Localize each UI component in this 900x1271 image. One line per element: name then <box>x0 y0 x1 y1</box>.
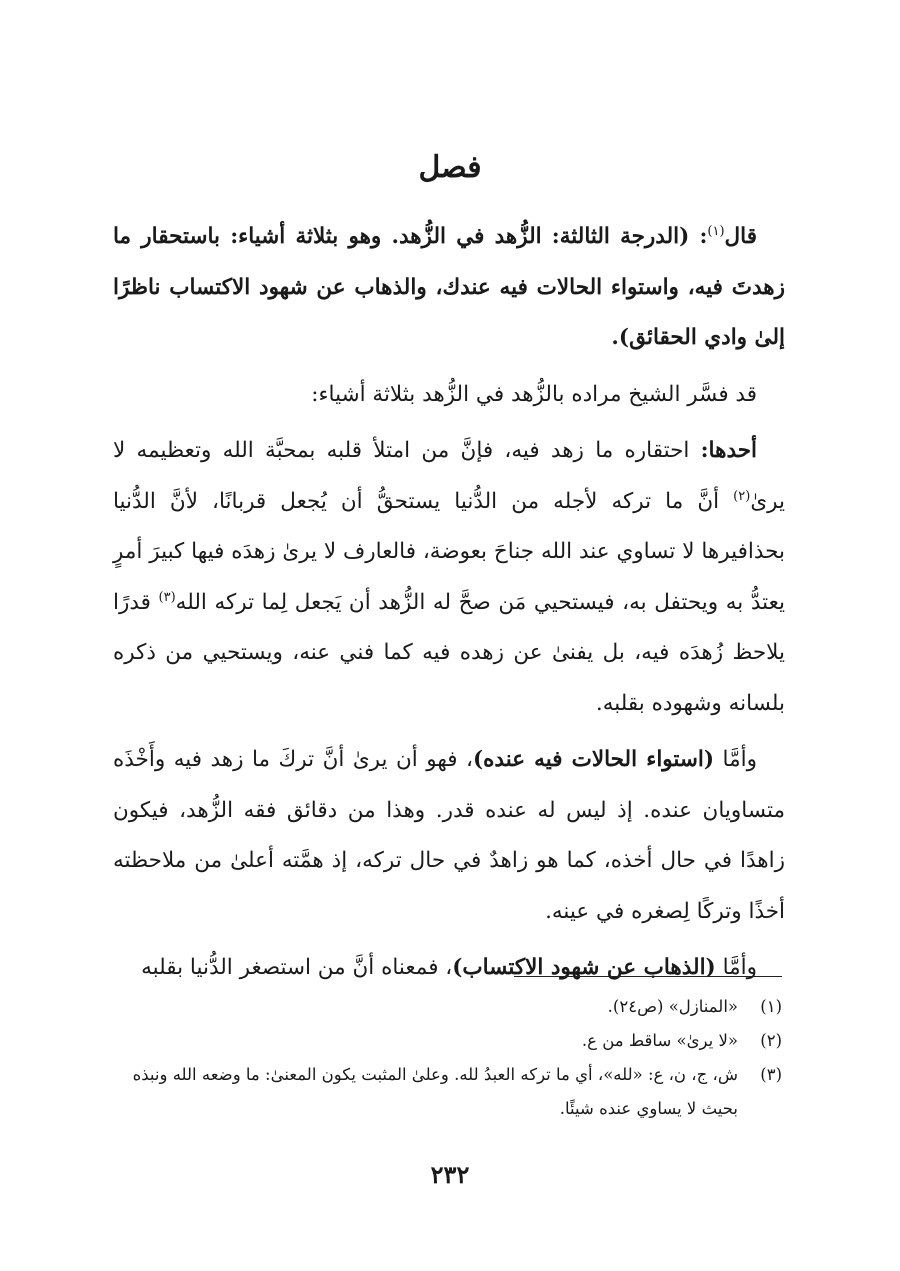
first-lead: أحدها: <box>700 438 757 463</box>
footnote-ref-1[interactable]: (١) <box>707 223 725 239</box>
second-text: ، فهو أن يرىٰ أنَّ تركَ ما زهد فيه وأَخْذَه متساويان عنده. إذ ليس له عنده قدر. وهذا من دقائق فقه الزُّهد، فيكون زاهدًا في حال أخذه، كما هو زاهدٌ في حال تركه، إذ همَّته أعلىٰ من ملاحظته أخذًا وتركًا لِصغره في عينه. <box>113 747 785 924</box>
first-text-b: أنَّ ما تركه لأجله من الدُّنيا يستحقُّ أن يُجعل قربانًا، لأنَّ الدُّنيا بحذافيرها لا تساوي عند الله جناحَ بعوضة، فالعارف لا يرىٰ زهدَه فيها كبيرَ أمرٍ يعتدُّ به ويحتفل به، فيستحيي مَن صحَّ له الزُّهد أن يَجعل لِما تركه الله <box>113 488 785 615</box>
chapter-title: فصل <box>418 150 482 185</box>
quote-text: : (الدرجة الثالثة: الزُّهد في الزُّهد. وهو بثلاثة أشياء: باستحقار ما زهدتَ فيه، واستواء الحالات فيه عندك، والذهاب عن شهود الاكتساب ناظرًا إلىٰ وادي الحقائق). <box>113 224 785 350</box>
page-number: ٢٣٢ <box>430 1160 470 1189</box>
footnotes <box>112 990 782 1126</box>
quote-lead: قال <box>724 224 757 249</box>
main-text <box>113 212 785 1000</box>
footnote-number: (٢) <box>760 1031 782 1050</box>
paragraph-quote <box>113 212 785 364</box>
second-lead: وأمَّا <box>714 747 757 772</box>
footnote-text: «المنازل» (ص٢٤). <box>607 997 738 1016</box>
second-quote: (استواء الحالات فيه عنده) <box>473 747 715 772</box>
footnote-number: (٣) <box>760 1065 782 1084</box>
first-text-a: احتقاره ما زهد فيه، فإنَّ من امتلأ قلبه بمحبَّة الله وتعظيمه لا يرىٰ <box>113 438 785 514</box>
third-text: ، فمعناه أنَّ من استصغر الدُّنيا بقلبه <box>141 955 453 980</box>
footnote-number: (١) <box>760 997 782 1016</box>
footnote-ref-3[interactable]: (٣) <box>158 589 176 605</box>
paragraph-intro: قد فسَّر الشيخ مراده بالزُّهد في الزُّهد بثلاثة أشياء: <box>311 381 757 407</box>
footnote-1 <box>112 990 782 1024</box>
paragraph-first <box>113 426 785 729</box>
footnote-ref-2[interactable]: (٢) <box>733 488 751 504</box>
first-text-c: قدرًا يلاحظ زُهدَه فيه، بل يفنىٰ عن زهده فيه كما فني عنه، ويستحيي من ذكره بلسانه وشهوده بقلبه. <box>113 589 785 716</box>
footnote-3 <box>112 1058 782 1126</box>
footnote-separator <box>514 976 782 977</box>
footnote-2 <box>112 1024 782 1058</box>
third-lead: وأمَّا <box>715 955 757 980</box>
paragraph-second <box>113 735 785 937</box>
footnote-text: ش، ج، ن، ع: «لله»، أي ما تركه العبدُ لله. وعلىٰ المثبت يكون المعنىٰ: ما وضعه الله ونبذه بحيث لا يساوي عنده شيئًا. <box>132 1065 738 1118</box>
footnote-text: «لا يرىٰ» ساقط من ع. <box>581 1031 738 1050</box>
third-quote: (الذهاب عن شهود الاكتساب) <box>452 955 716 980</box>
paragraph-third <box>113 943 785 994</box>
